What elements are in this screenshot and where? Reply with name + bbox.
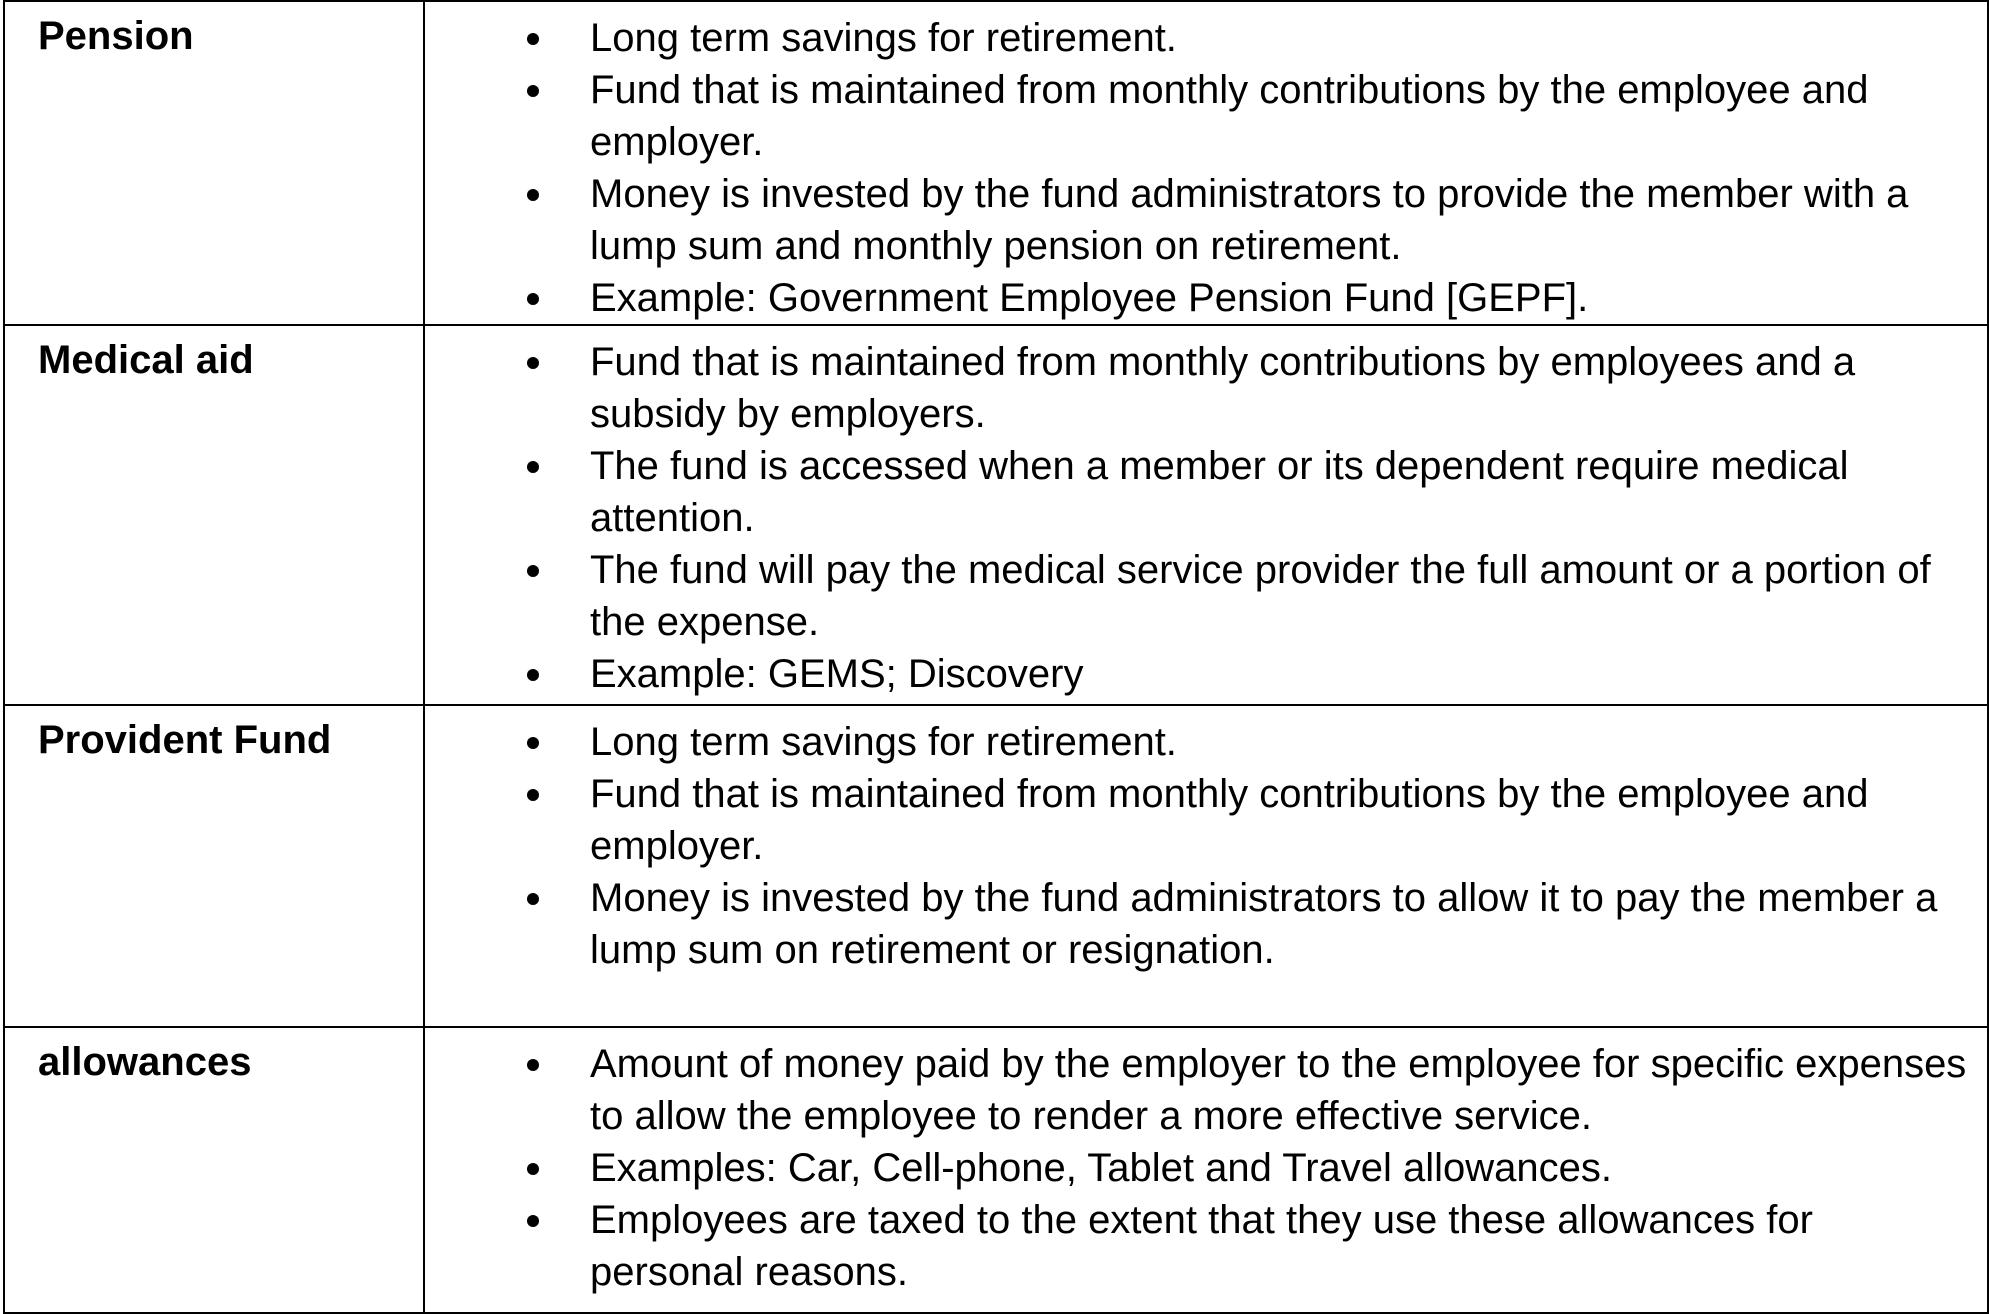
list-item [425, 1142, 1967, 1194]
term-label: allowances [38, 1040, 252, 1084]
list-item-text: Examples: Car, Cell-phone, Tablet and Travel allowances. [590, 1146, 1613, 1190]
list-item [425, 544, 1967, 648]
list-item [425, 1194, 1967, 1298]
term-cell [4, 1, 424, 325]
bullet-list [425, 716, 1967, 976]
term-label: Pension [38, 14, 194, 58]
list-item [425, 648, 1967, 700]
list-item-text: Money is invested by the fund administrators to allow it to pay the member a lump sum on retirement or resignation. [590, 876, 1938, 972]
bullet-icon [527, 85, 539, 97]
list-item-text: The fund will pay the medical service provider the full amount or a portion of the expense. [590, 548, 1931, 644]
list-item [425, 168, 1967, 272]
bullet-icon [527, 33, 539, 45]
list-item [425, 272, 1967, 324]
description-cell [424, 705, 1988, 1027]
description-cell [424, 325, 1988, 705]
bullet-icon [527, 669, 539, 681]
bullet-icon [527, 737, 539, 749]
list-item [425, 1038, 1967, 1142]
table-row-medical-aid [4, 325, 1988, 705]
bullet-list [425, 1038, 1967, 1298]
list-item-text: Employees are taxed to the extent that they use these allowances for personal reasons. [590, 1198, 1813, 1294]
bullet-list [425, 12, 1967, 324]
list-item [425, 872, 1967, 976]
term-cell [4, 1027, 424, 1313]
list-item [425, 12, 1967, 64]
term-label: Provident Fund [38, 718, 332, 762]
list-item [425, 336, 1967, 440]
list-item [425, 64, 1967, 168]
bullet-icon [527, 1059, 539, 1071]
bullet-icon [527, 1163, 539, 1175]
list-item-text: The fund is accessed when a member or its dependent require medical attention. [590, 444, 1849, 540]
term-cell [4, 705, 424, 1027]
list-item-text: Example: Government Employee Pension Fund [GEPF]. [590, 276, 1589, 320]
list-item-text: Long term savings for retirement. [590, 16, 1177, 60]
bullet-list [425, 336, 1967, 700]
list-item [425, 440, 1967, 544]
table-row-allowances [4, 1027, 1988, 1313]
list-item-text: Fund that is maintained from monthly contributions by the employee and employer. [590, 772, 1869, 868]
bullet-icon [527, 789, 539, 801]
bullet-icon [527, 293, 539, 305]
description-cell [424, 1, 1988, 325]
term-cell [4, 325, 424, 705]
list-item-text: Fund that is maintained from monthly contributions by employees and a subsidy by employers. [590, 340, 1856, 436]
bullet-icon [527, 189, 539, 201]
bullet-icon [527, 565, 539, 577]
bullet-icon [527, 461, 539, 473]
list-item [425, 768, 1967, 872]
benefits-table [3, 0, 1989, 1314]
bullet-icon [527, 1215, 539, 1227]
table-row-provident-fund [4, 705, 1988, 1027]
list-item-text: Money is invested by the fund administrators to provide the member with a lump sum and monthly pension on retirement. [590, 172, 1909, 268]
list-item-text: Fund that is maintained from monthly contributions by the employee and employer. [590, 68, 1869, 164]
term-label: Medical aid [38, 338, 254, 382]
bullet-icon [527, 357, 539, 369]
list-item [425, 716, 1967, 768]
bullet-icon [527, 893, 539, 905]
list-item-text: Example: GEMS; Discovery [590, 652, 1084, 696]
description-cell [424, 1027, 1988, 1313]
list-item-text: Amount of money paid by the employer to the employee for specific expenses to allow the employee to render a more effective service. [590, 1042, 1967, 1138]
list-item-text: Long term savings for retirement. [590, 720, 1177, 764]
table-row-pension [4, 1, 1988, 325]
